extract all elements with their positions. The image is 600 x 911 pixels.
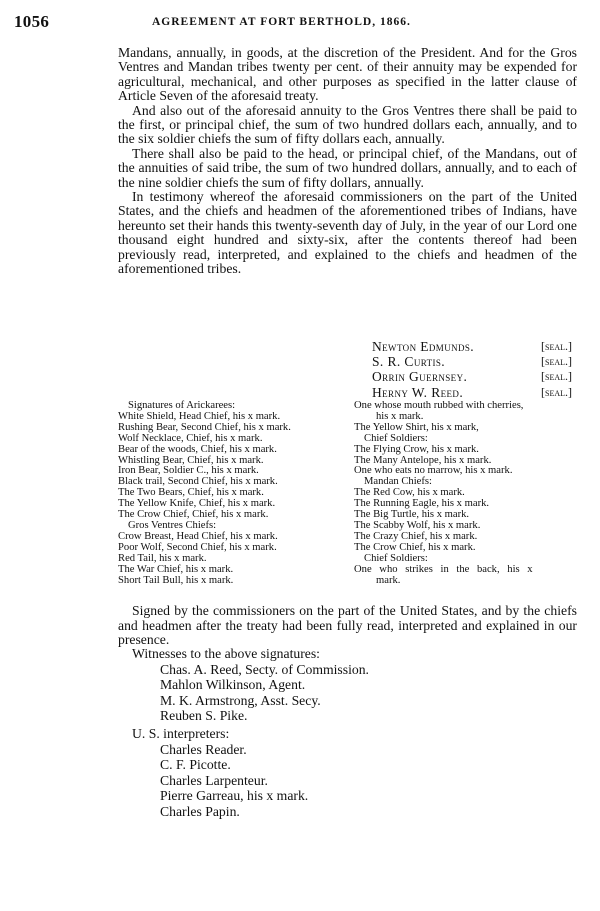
signature-line: The Flying Crow, his x mark. <box>354 443 479 455</box>
signature-line: Whistling Bear, Chief, his x mark. <box>118 454 264 466</box>
closing-paragraph <box>118 604 577 648</box>
closing-text: Signed by the commissioners on the part of the United States, and by the chiefs and headmen after the treaty had been fully read, interpreted and explained in our presence. <box>118 603 577 648</box>
witness-name: Chas. A. Reed, Secty. of Commission. <box>160 661 369 677</box>
signature-line: Crow Breast, Head Chief, his x mark. <box>118 530 278 542</box>
signatures-right-column <box>354 401 578 586</box>
signature-line: One who strikes in the back, his x <box>354 563 533 575</box>
signature-line: Rushing Bear, Second Chief, his x mark. <box>118 421 291 433</box>
witnesses-heading: Witnesses to the above signatures: <box>132 646 320 661</box>
seal-mark: [seal.] <box>541 339 572 353</box>
signatures-left-column <box>118 401 348 586</box>
interpreters-block <box>118 726 518 820</box>
signature-line: The Crazy Chief, his x mark. <box>354 530 478 542</box>
signature-line: Iron Bear, Soldier C., his x mark. <box>118 465 259 477</box>
witness-name: Mahlon Wilkinson, Agent. <box>160 677 306 693</box>
commissioner-row <box>372 369 572 384</box>
signature-line: The Yellow Shirt, his x mark, <box>354 421 479 433</box>
witnesses-block <box>118 646 518 724</box>
signature-line: The Crow Chief, his x mark. <box>354 541 476 553</box>
signature-line: The Red Cow, his x mark. <box>354 487 465 499</box>
signature-line: The Yellow Knife, Chief, his x mark. <box>118 498 276 510</box>
signature-line: The War Chief, his x mark. <box>118 563 234 575</box>
signature-line-continued: mark. <box>376 574 401 586</box>
signature-line: Wolf Necklace, Chief, his x mark. <box>118 432 263 444</box>
signature-line: One whose mouth rubbed with cherries, <box>354 400 524 411</box>
page-header <box>14 12 586 30</box>
signature-line: The Crow Chief, Chief, his x mark. <box>118 509 269 521</box>
signature-line: The Running Eagle, his x mark. <box>354 498 490 510</box>
paragraph-continuation: Mandans, annually, in goods, at the discretion of the President. And for the Gros Ventres and Mandan tribes twenty per cent. of their annuity may be expended for agricultural, mechanical, and other purposes as specified in the latter clause of Article Seven of the aforesaid treaty. <box>118 45 577 104</box>
commissioner-signatures <box>372 339 572 400</box>
signature-line: The Scabby Wolf, his x mark. <box>354 519 481 531</box>
signature-line: The Two Bears, Chief, his x mark. <box>118 487 264 499</box>
signature-line: Black trail, Second Chief, his x mark. <box>118 476 278 488</box>
witness-name: M. K. Armstrong, Asst. Secy. <box>160 692 321 708</box>
chief-soldiers-heading: Chief Soldiers: <box>364 432 428 444</box>
running-head: AGREEMENT AT FORT BERTHOLD, 1866. <box>152 16 411 28</box>
seal-mark: [seal.] <box>541 369 572 384</box>
commissioner-name: S. R. Curtis. <box>372 354 446 370</box>
gros-ventres-heading: Gros Ventres Chiefs: <box>128 519 217 531</box>
signature-line: The Big Turtle, his x mark. <box>354 509 470 521</box>
signature-line-continued: his x mark. <box>376 410 424 422</box>
commissioner-row <box>372 339 572 354</box>
body-text <box>118 46 577 277</box>
interpreter-name: Pierre Garreau, his x mark. <box>160 788 309 804</box>
witness-name: Reuben S. Pike. <box>160 708 248 724</box>
commissioner-row <box>372 354 572 369</box>
commissioner-row <box>372 385 572 400</box>
signature-line: The Many Antelope, his x mark. <box>354 454 492 466</box>
mandan-chiefs-heading: Mandan Chiefs: <box>364 476 432 488</box>
page-number: 1056 <box>14 12 50 31</box>
signature-line: Poor Wolf, Second Chief, his x mark. <box>118 541 277 553</box>
signature-line: Bear of the woods, Chief, his x mark. <box>118 443 277 455</box>
paragraph-mandan-annuity: There shall also be paid to the head, or principal chief, of the Mandans, out of the annuities of said tribe, the sum of two hundred dollars, annually, and to each of the nine soldier chiefs the sum of fifty dollars, annually. <box>118 145 577 190</box>
interpreter-name: Charles Reader. <box>160 741 247 757</box>
chief-soldiers-heading: Chief Soldiers: <box>364 552 428 564</box>
commissioner-name: Herny W. Reed. <box>372 384 464 400</box>
signature-line: White Shield, Head Chief, his x mark. <box>118 410 281 422</box>
signature-line: Red Tail, his x mark. <box>118 552 207 564</box>
commissioner-name: Newton Edmunds. <box>372 339 475 354</box>
interpreters-heading: U. S. interpreters: <box>132 726 230 741</box>
seal-mark: [seal.] <box>541 384 572 399</box>
interpreter-name: Charles Papin. <box>160 803 240 819</box>
interpreter-name: C. F. Picotte. <box>160 757 231 773</box>
commissioner-name: Orrin Guernsey. <box>372 369 468 385</box>
signature-line: Short Tail Bull, his x mark. <box>118 574 234 586</box>
interpreter-name: Charles Larpenteur. <box>160 772 268 788</box>
arickarees-heading: Signatures of Arickarees: <box>128 400 236 411</box>
paragraph-gros-ventres-annuity: And also out of the aforesaid annuity to the Gros Ventres there shall be paid to the first, or principal chief, the sum of two hundred dollars each, annually, and to the six soldier chiefs the sum of fifty dollars each, annually. <box>118 102 577 147</box>
paragraph-testimony: In testimony whereof the aforesaid commissioners on the part of the United States, and the chiefs and headmen of the aforementioned tribes of Indians, have hereunto set their hands this twenty-seventh day of July, in the year of our Lord one thousand eight hundred and sixty-six, after the contents thereof had been previously read, interpreted, and explained to the chiefs and headmen of the aforementioned tribes. <box>118 189 577 277</box>
seal-mark: [seal.] <box>541 354 572 369</box>
signature-line: One who eats no marrow, his x mark. <box>354 465 513 477</box>
